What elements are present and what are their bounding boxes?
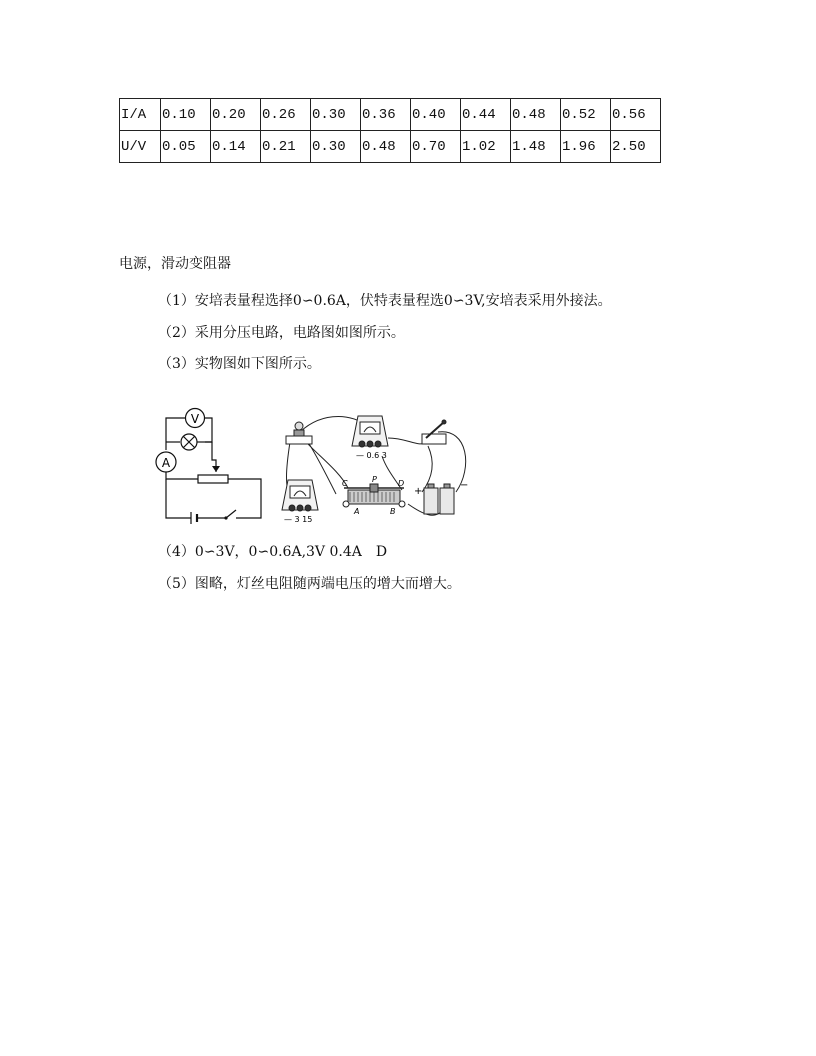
- table-cell: 0.20: [211, 99, 261, 131]
- wire: [166, 472, 198, 479]
- slider-arrow: [212, 466, 220, 472]
- table-cell: 0.05: [161, 131, 211, 163]
- ammeter-label: A: [161, 456, 171, 470]
- terminal-d-label: D: [398, 479, 405, 488]
- answer-item-2: （2）采用分压电路，电路图如图所示。: [158, 325, 405, 341]
- row-label: I/A: [120, 99, 161, 131]
- table-cell: 0.36: [361, 99, 411, 131]
- data-table: [119, 98, 661, 163]
- lamp-cross: [184, 437, 195, 448]
- terminal-b-label: B: [390, 507, 396, 516]
- answer-item-5: （5）图略，灯丝电阻随两端电压的增大而增大。: [158, 576, 461, 592]
- table-cell: 0.52: [561, 99, 611, 131]
- table-cell: 1.48: [511, 131, 561, 163]
- table-row: [120, 99, 661, 131]
- ammeter-device: [352, 416, 388, 447]
- voltmeter-device: [282, 480, 318, 511]
- battery-plus-label: +: [414, 486, 423, 497]
- row-label: U/V: [120, 131, 161, 163]
- answer-item-3: （3）实物图如下图所示。: [158, 356, 321, 372]
- answer-item-4: （4）0∽3V，0∽0.6A,3V 0.4A D: [158, 544, 388, 560]
- switch-icon: [226, 510, 236, 518]
- physical-wiring-diagram: [278, 408, 478, 526]
- table-cell: 0.10: [161, 99, 211, 131]
- table-cell: 1.02: [461, 131, 511, 163]
- table-cell: 0.21: [261, 131, 311, 163]
- table-cell: 0.56: [611, 99, 661, 131]
- voltmeter-label: V: [190, 412, 200, 426]
- table-cell: 0.26: [261, 99, 311, 131]
- ammeter-scale-label: — 0.6 3: [356, 451, 387, 460]
- table-row: [120, 131, 661, 163]
- answer-item-1: （1）安培表量程选择0∽0.6A，伏特表量程选0∽3V,安培表采用外接法。: [158, 293, 612, 309]
- table-cell: 2.50: [611, 131, 661, 163]
- rheostat-icon: [198, 475, 228, 483]
- rheostat-device: [343, 484, 405, 507]
- table-cell: 0.14: [211, 131, 261, 163]
- table-cell: 0.44: [461, 99, 511, 131]
- table-cell: 0.30: [311, 131, 361, 163]
- voltmeter-scale-label: — 3 15: [284, 515, 313, 524]
- battery-minus-label: −: [460, 480, 469, 491]
- slider-p-label: P: [372, 475, 377, 484]
- table-cell: 1.96: [561, 131, 611, 163]
- table-cell: 0.70: [411, 131, 461, 163]
- table-cell: 0.30: [311, 99, 361, 131]
- table-cell: 0.48: [511, 99, 561, 131]
- wire: [166, 479, 191, 518]
- table-cell: 0.40: [411, 99, 461, 131]
- wire: [205, 418, 212, 442]
- terminal-c-label: C: [342, 479, 348, 488]
- answer-header: 电源，滑动变阻器: [119, 256, 231, 272]
- switch-pivot: [224, 516, 227, 519]
- terminal-a-label: A: [354, 507, 360, 516]
- circuit-diagram: [152, 404, 270, 526]
- battery-pack: [424, 484, 454, 514]
- table-cell: 0.48: [361, 131, 411, 163]
